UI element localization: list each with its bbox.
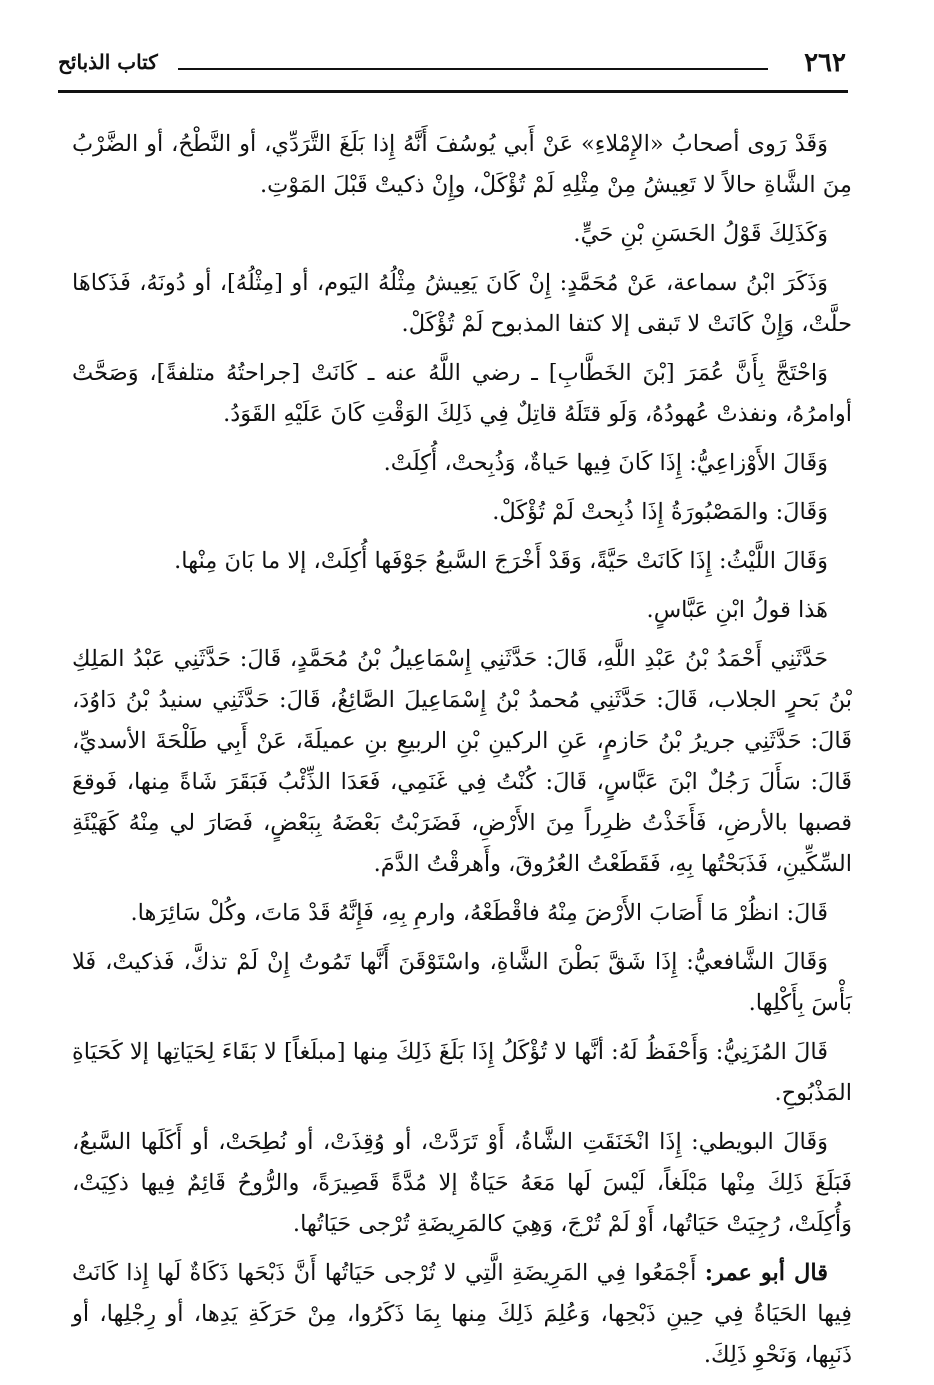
- page-body: [72, 124, 852, 1384]
- paragraph-lead: قال أبو عمر:: [704, 1260, 829, 1286]
- paragraph: وَكَذَلِكَ قَوْلُ الحَسَنِ بْنِ حَيٍّ.: [573, 221, 828, 247]
- paragraph: وَاحْتَجَّ بِأَنَّ عُمَرَ [بْنَ الخَطَّابِ] ـ رضي اللَّهُ عنه ـ كَانَتْ [جراحتُهُ متلفةً]، وَصَحَّتْ أوامرُهُ، ونفذتْ عُهودُهُ، وَلَو قتَلَهُ قاتِلٌ فِي ذَلِكَ الوَقْتِ كَانَ عَلَيْهِ القَوَدُ.: [72, 360, 852, 427]
- paragraph: [72, 1253, 852, 1376]
- paragraph-text: أَجْمَعُوا فِي المَرِيضَةِ الَّتِي لا تُرْجى حَيَاتُها أَنَّ ذَبْحَها ذَكَاةٌ لَها إِذا كَانَتْ فِيها الحَيَاةُ فِي حِينِ ذَبْحِها، وَعُلِمَ ذَلِكَ مِنها بِمَا ذَكَرُوا، مِنْ حَرَكَةِ يَدِها، أو رِجْلِها، أو ذَنَبِها، وَنَحْوِ ذَلِكَ.: [72, 1260, 852, 1368]
- paragraph: وَقَالَ: والمَصْبُورَةُ إِذَا ذُبِحتْ لَمْ تُؤْكَلْ.: [492, 499, 828, 525]
- paragraph: وَقَدْ رَوى أصحابُ «الإِمْلاءِ» عَنْ أَبي يُوسُفَ أَنَّهُ إِذا بَلَغَ التَّرَدِّي، أو النَّطْحُ، أو الضَّرْبُ مِنَ الشَّاةِ حالاً لا تَعِيشُ مِنْ مِثْلِهِ لَمْ تُؤْكَلْ، وإِنْ ذكيتْ قَبْلَ المَوْتِ.: [72, 131, 852, 198]
- paragraph: حَدَّثَنِي أَحْمَدُ بْنُ عَبْدِ اللَّهِ، قَالَ: حَدَّثَنِي إِسْمَاعِيلُ بْنُ مُحَمَّدٍ، قَالَ: حَدَّثَنِي عَبْدُ المَلِكِ بْنُ بَحرٍ الجلاب، قَالَ: حَدَّثَنِي مُحمدُ بْنُ إِسْمَاعِيلَ الصَّائِغُ، قَالَ: حَدَّثَنِي سنيدُ بْنُ دَاوُدَ، قَالَ: حَدَّثَنِي جريرُ بْنُ حَازمٍ، عَنِ الركينِ بْنِ الربيعِ بنِ عميلَةَ، عَنْ أَبِي طَلْحَةَ الأسديِّ، قَالَ: سَأَلَ رَجُلٌ ابْنَ عَبَّاسٍ، قَالَ: كُنْتُ فِي غَنَمِي، فَعَدَا الذِّئْبُ فَبَقَرَ شَاةً مِنها، فَوقعَ قصبها بالأرضِ، فَأَخَذْتُ ظرِراً مِنَ الأَرْضِ، فَضَرَبْتُ بَعْضَهُ بِبَعْضٍ، فَصَارَ لي مِنْهُ كَهَيْئَةِ السِّكِّينِ، فَذَبَحْتُها بِهِ، فَقَطَعْتُ العُرُوقَ، وأَهرقْتُ الدَّمَ.: [72, 646, 852, 877]
- header-bar: [58, 44, 848, 93]
- paragraph: وَذَكَرَ ابْنُ سماعة، عَنْ مُحَمَّدٍ: إِنْ كَانَ يَعِيشُ مِثْلُهُ اليَوم، أو [مِثْلُهُ]، أو دُونَهُ، فَذَكاهَا حلَّتْ، وَإِنْ كَانَتْ لا تَبقى إلا كتفا المذبوح لَمْ تُؤْكَلْ.: [72, 270, 852, 337]
- paragraph: وَقَالَ الشَّافعيُّ: إِذَا شَقَّ بَطْنَ الشَّاةِ، واسْتَوْقَنَ أَنَّها تَمُوتُ إِنْ لَمْ تذكَّ، فَذكيتْ، فَلا بَأْسَ بِأَكْلِها.: [72, 949, 852, 1016]
- header-rule: [178, 68, 768, 70]
- book-title: كتاب الذبائح: [58, 50, 158, 74]
- paragraph: وَقَالَ البويطي: إِذَا انْخَنَقَتِ الشَّاةُ، أَوْ تَرَدَّتْ، أو وُقِذَتْ، أو نُطِحَتْ، أو أَكَلَها السَّبعُ، فَبَلَغَ ذَلِكَ مِنْها مَبْلَغاً، لَيْسَ لَها مَعَهُ حَيَاةٌ إلا مُدَّةً قَصِيرَةً، والرُّوحُ قَائِمٌ فِيها ذكِيَتْ، وَأُكِلَتْ، رُجِيَتْ حَيَاتُها، أَوْ لَمْ تُرْجَ، وَهِيَ كالمَرِيضَةِ تُرْجى حَيَاتُها.: [72, 1129, 852, 1237]
- paragraph: قَالَ المُزَنِيُّ: وَأَحْفَظُ لَهُ: أنَّها لا تُؤْكَلُ إِذَا بَلَغَ ذَلِكَ مِنها [مبلَغاً] لا بَقَاءَ لِحَيَاتِها إلا كَحَيَاةِ المَذْبُوحِ.: [72, 1039, 852, 1106]
- paragraph: وَقَالَ اللَّيْثُ: إِذَا كَانَتْ حَيَّةً، وَقَدْ أَخْرَجَ السَّبعُ جَوْفَها أُكِلَتْ، إلا ما بَانَ مِنْها.: [174, 548, 828, 574]
- paragraph: وَقَالَ الأَوْزاعِيُّ: إِذَا كَانَ فِيها حَياةٌ، وَذُبِحتْ، أُكِلَتْ.: [383, 450, 828, 476]
- paragraph: قَالَ: انظُرْ مَا أَصَابَ الأَرْضَ مِنْهُ فاقْطَعْهُ، وارمِ بِهِ، فَإِنَّهُ قَدْ مَاتَ، وكُلْ سَائِرَها.: [130, 900, 828, 926]
- page-number: ٢٦٢: [804, 48, 846, 78]
- paragraph: هَذا قولُ ابْنِ عَبَّاسٍ.: [646, 597, 828, 623]
- page-header: [58, 44, 848, 92]
